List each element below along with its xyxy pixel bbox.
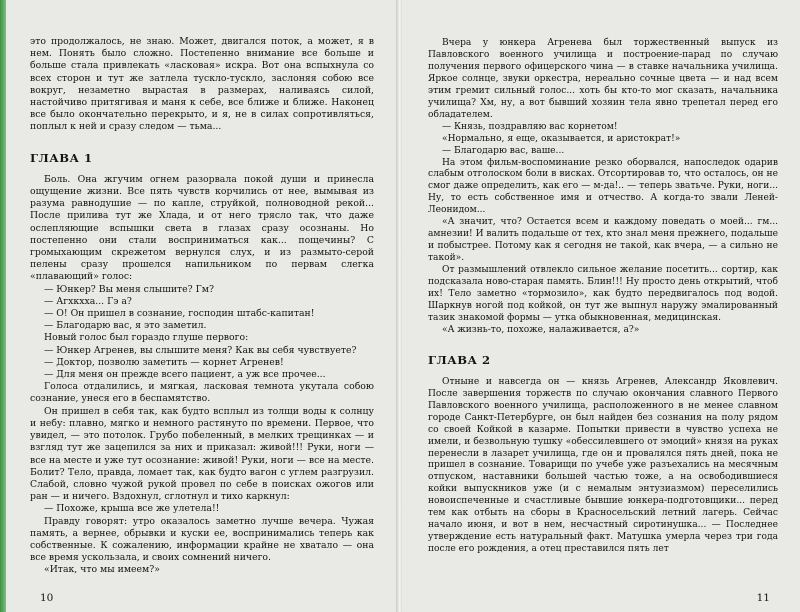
chapter-title: ГЛАВА 2 — [428, 352, 491, 367]
paragraph: От размышлений отвлекло сильное желание посетить... сортир, как подсказала ново-старая память. Блин!!! Ну просто день открытий, чтоб их! Тело заметно «тормозило», как будто передвигалось под водой. Шаркнув ногой под койкой, он тут же выпнул наружу эмалированный тазик знакомой формы — утка обыкновенная, медицинская. — [428, 265, 778, 323]
paragraph: «А значит, что? Остается всем и каждому поведать о моей... гм... амнезии! И валить подальше от тех, кто знал меня прежнего, подальше и побыстрее. Потому как я сегодня не такой, как вчера, — а сильно не такой». — [428, 217, 778, 264]
paragraph: Он пришел в себя так, как будто всплыл из толщи воды к солнцу и небу: плавно, мягко и немного растянуто по времени. Первое, что увидел, — это потолок. Грубо побеленный, в мелких трещинках — и взгляд тут же зацепился за них и приказал: живой!!! Руки, ноги — все на месте и уже тут осознание: живой! Руки, ноги — все на месте. Болит? Тело, правда, ломает так, как будто вагон с углем разгрузил. Слабой, словно чужой рукой провел по себе в поисках ожогов или ран — и ничего. Вздохнул, сглотнул и тихо каркнул: — [30, 405, 374, 503]
page-number: 10 — [40, 592, 54, 604]
paragraph: это продолжалось, не знаю. Может, двигался поток, а может, я в нем. Понять было сложно. Постепенно внимание все больше и больше стала привлекать «ласковая» искра. Вот она вспыхнула со всех сторон и тут же затлела тускло-тускло, заслоняя собою все вокруг, незаметно вырастая в размерах, наливаясь силой, настойчиво притягивая и маня к себе, все ближе и ближе. Наконец все было окончательно перекрыто, и я, не в силах сопротивляться, поплыл к ней и сразу следом — тьма... — [30, 36, 374, 133]
paragraph: Новый голос был гораздо глуше первого: — [44, 332, 249, 344]
paragraph: «Итак, что мы имеем?» — [44, 564, 160, 576]
paragraph: — Похоже, крыша все же улетела!! — [44, 503, 220, 515]
paragraph: Боль. Она жгучим огнем разорвала покой души и принесла ощущение жизни. Все пять чувств корчились от нее, вымывая из разума равнодушие — по капле, струйкой, полноводной рекой... После прилива тут же Хлада, и от него трясло так, что даже ослепляющие вспышки света в глазах сразу осознаны. Но постепенно они стали восприниматься как... пощечины? С громыхающим скрежетом вернулся слух, и из размыто-серой пелены сразу прошелся напильником по первам слегка «плавающий» голос: — [30, 173, 374, 283]
paragraph: — О! Он пришел в сознание, господин штабс-капитан! — [44, 308, 315, 320]
paragraph: Правду говорят: утро оказалось заметно лучше вечера. Чужая память, а вернее, обрывки и куски ее, воспринимались теперь как собственные. К сожалению, информации крайне не хватало — она все время ускользала, и своих сомнений ничего. — [30, 515, 374, 564]
paragraph: «А жизнь-то, похоже, налаживается, а?» — [442, 324, 640, 335]
right-page — [402, 0, 800, 612]
paragraph: — Благодарю вас, ваше... — [442, 145, 565, 156]
paragraph: Вчера у юнкера Агренева был торжественный выпуск из Павловского военного училища и построение-парад по случаю получения первого офицерского чина — в ставке начальника училища. Яркое солнце, звуки оркестра, нереально сочные цвета — и над всем этим гремит сильный голос... хоть бы кто-то мог сказать, начальника училища? Хм, ну, а вот бывший хозяин тела явно трепетал перед его обладателем. — [428, 38, 778, 120]
paragraph: — Юнкер Агренев, вы слышите меня? Как вы себя чувствуете? — [44, 344, 357, 356]
paragraph: Отныне и навсегда он — князь Агренев, Александр Яковлевич. После завершения торжеств по случаю окончания славного Первого Павловского военного училища, расположенного в не менее славном городе Санкт-Петербурге, он был найден без сознания на полу рядом со своей Койкой в казарме. Попытки привести в чувство успеха не имели, и безвольную тушку «обессилевшего от эмоций» князя на руках перенесли в лазарет училища, где он и провалялся пять дней, пока не пришел в сознание. Товарищи по учебе уже разъехались на месячным отпуском, наставники большей частью тоже, а на освободившиеся койки выпускников уже (и с немалым энтузиазмом) переселились новоиспеченные и счастливые бывшие юнкера-подготовщики... перед тем как отбыть на сборы в Красносельский летний лагерь. Сейчас начало июня, и вот в нем, несчастный сиротинушка... — Последнее утверждение есть натуральный факт. Матушка умерла через три года после его рождения, а отец преставился пять лет — [428, 376, 778, 555]
left-page — [6, 0, 398, 612]
left-page-text — [30, 36, 374, 577]
page-number: 11 — [756, 592, 770, 604]
paragraph: «Нормально, я еще, оказывается, и аристократ!» — [442, 133, 681, 144]
paragraph: — Для меня он прежде всего пациент, а уж все прочее... — [44, 369, 326, 381]
paragraph: — Князь, поздравляю вас корнетом! — [442, 121, 618, 132]
paragraph: — Юнкер? Вы меня слышите? Гм? — [44, 283, 214, 295]
paragraph: — Агхкхха... Гэ а? — [44, 295, 132, 307]
paragraph: Голоса отдалились, и мягкая, ласковая темнота укутала собою сознание, унеся его в беспамятство. — [30, 381, 374, 405]
paragraph: На этом фильм-воспоминание резко оборвался, напоследок одарив слабым отголоском боли в висках. Отсортировав то, что осталось, он не смог даже определить, как его — м-да!.. — теперь зватьче. Руки, ноги... Ну, то есть собственное имя и отчество. А когда-то звали Леней-Леонидом... — [428, 157, 778, 216]
chapter-title: ГЛАВА 1 — [30, 150, 93, 165]
paragraph: — Благодарю вас, я это заметил. — [44, 320, 207, 332]
paragraph: — Доктор, позволю заметить — корнет Агренев! — [44, 356, 284, 368]
right-page-text — [428, 38, 778, 556]
